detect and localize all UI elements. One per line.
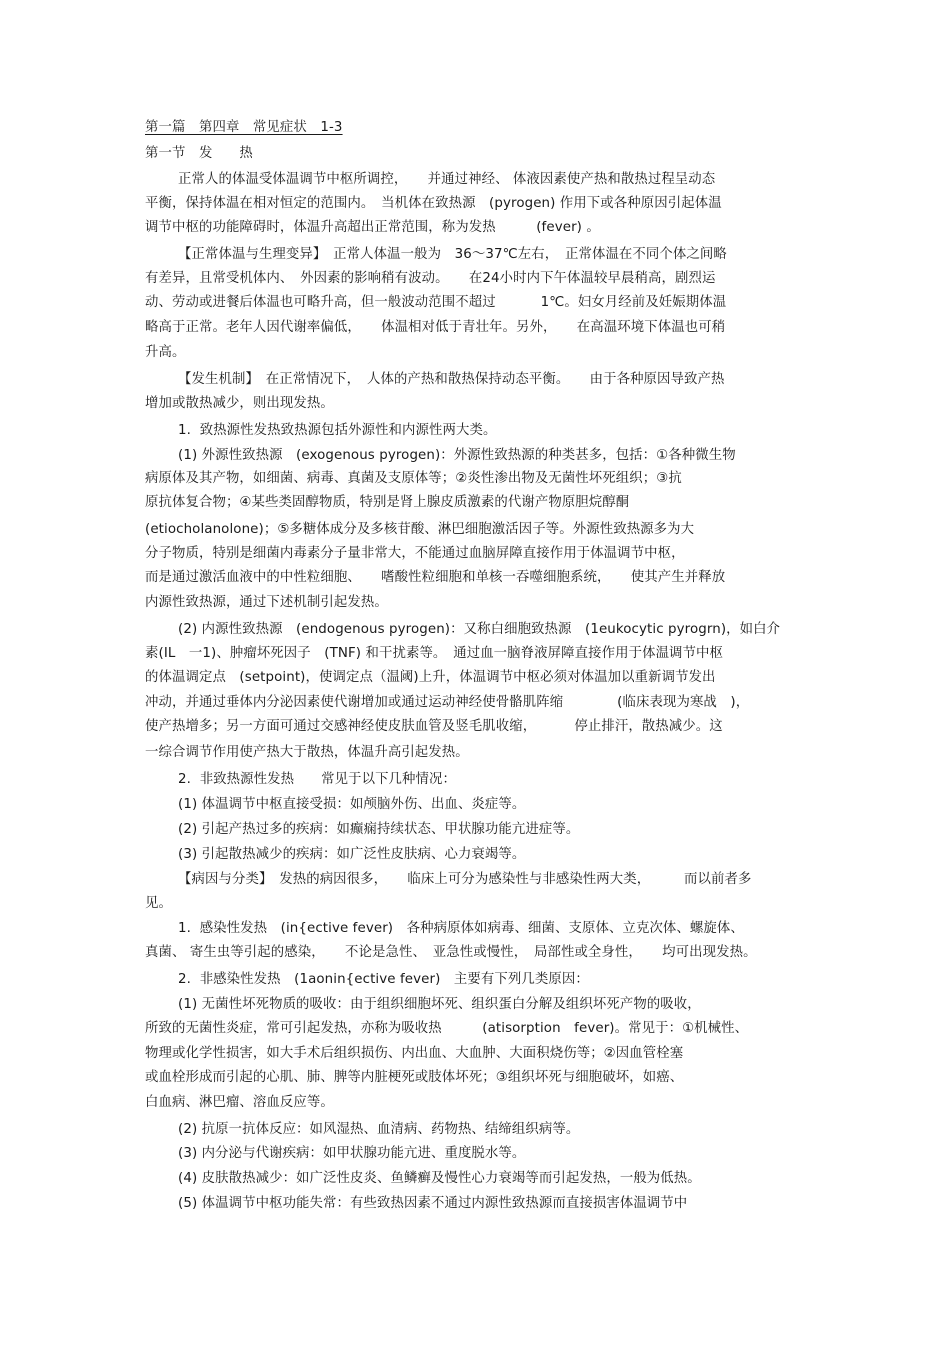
text-line: 白血病、淋巴瘤、溶血反应等。 xyxy=(145,1095,334,1110)
text-line: 使产热增多；另一方面可通过交感神经使皮肤血管及竖毛肌收缩， 停止排汗，散热减少。这 xyxy=(145,719,723,734)
text-line: 【发生机制】 在正常情况下， 人体的产热和散热保持动态平衡。 由于各种原因导致产热 xyxy=(178,372,725,387)
text-line: (4) 皮肤散热减少：如广泛性皮炎、鱼鳞癣及慢性心力衰竭等而引起发热，一般为低热。 xyxy=(178,1171,701,1186)
text-line: 冲动，并通过垂体内分泌因素使代谢增加或通过运动神经使骨骼肌阵缩 (临床表现为寒战 )， xyxy=(145,695,750,710)
text-line: 内源性致热源，通过下述机制引起发热。 xyxy=(145,595,388,610)
text-line: 增加或散热减少，则出现发热。 xyxy=(145,396,334,411)
text-line: 有差异，且常受机体内、 外因素的影响稍有波动。 在24小时内下午体温较早晨稍高，剧烈运 xyxy=(145,271,716,286)
text-line: (etiocholanolone)；⑤多糖体成分及多核苷酸、淋巴细胞激活因子等。外源性致热源多为大 xyxy=(145,522,695,537)
text-line: 正常人的体温受体温调节中枢所调控， 并通过神经、 体液因素使产热和散热过程呈动态 xyxy=(178,172,716,187)
text-line: 素(IL 一1)、肿瘤坏死因子 (TNF) 和干扰素等。 通过血一脑脊液屏障直接作用于体温调节中枢 xyxy=(145,646,724,661)
text-line: 调节中枢的功能障碍时，体温升高超出正常范围，称为发热 (fever) 。 xyxy=(145,220,600,235)
text-line: 2. 非致热源性发热 常见于以下几种情况： xyxy=(178,772,457,787)
text-line: 动、劳动或进餐后体温也可略升高，但一般波动范围不超过 1℃。妇女月经前及妊娠期体温 xyxy=(145,295,727,310)
text-line: 病原体及其产物，如细菌、病毒、真菌及支原体等；②炎性渗出物及无菌性坏死组织；③抗 xyxy=(145,471,682,486)
text-line: 物理或化学性损害，如大手术后组织损伤、内出血、大血肿、大面积烧伤等；②因血管栓塞 xyxy=(145,1046,684,1061)
text-line: (2) 抗原一抗体反应：如风湿热、血清病、药物热、结缔组织病等。 xyxy=(178,1122,580,1137)
chapter-header: 第一篇 第四章 常见症状 1-3 xyxy=(145,120,343,135)
text-line: (3) 引起散热减少的疾病：如广泛性皮肤病、心力衰竭等。 xyxy=(178,847,526,862)
text-line: 真菌、 寄生虫等引起的感染， 不论是急性、 亚急性或慢性， 局部性或全身性， 均可出现发热。 xyxy=(145,945,757,960)
text-line: 所致的无菌性炎症，常可引起发热，亦称为吸收热 (atisorption fever)。常见于：①机械性、 xyxy=(145,1021,749,1036)
text-line: 原抗体复合物；④某些类固醇物质，特别是肾上腺皮质激素的代谢产物原胆烷醇酮 xyxy=(145,495,630,510)
text-line: 见。 xyxy=(145,896,172,911)
text-line: (1) 体温调节中枢直接受损：如颅脑外伤、出血、炎症等。 xyxy=(178,797,526,812)
text-line: 升高。 xyxy=(145,345,186,360)
text-line: 1. 感染性发热 (in{ective fever) 各种病原体如病毒、细菌、支原体、立克次体、螺旋体、 xyxy=(178,921,744,936)
text-line: (2) 内源性致热源 (endogenous pyrogen)：又称白细胞致热源 (1eukocytic pyrogrn)，如白介 xyxy=(178,622,781,637)
text-line: 2. 非感染性发热 (1aonin{ective fever) 主要有下列几类原因： xyxy=(178,972,589,987)
text-line: (3) 内分泌与代谢疾病：如甲状腺功能亢进、重度脱水等。 xyxy=(178,1146,526,1161)
text-line: (1) 外源性致热源 (exogenous pyrogen)：外源性致热源的种类甚多，包括：①各种微生物 xyxy=(178,448,736,463)
text-line: 【病因与分类】 发热的病因很多， 临床上可分为感染性与非感染性两大类， 而以前者多 xyxy=(178,872,752,887)
text-line: (1) 无菌性坏死物质的吸收：由于组织细胞坏死、组织蛋白分解及组织坏死产物的吸收， xyxy=(178,997,701,1012)
section-title: 第一节 发 热 xyxy=(145,146,253,161)
text-line: (5) 体温调节中枢功能失常：有些致热因素不通过内源性致热源而直接损害体温调节中 xyxy=(178,1196,688,1211)
text-line: 平衡，保持体温在相对恒定的范围内。 当机体在致热源 (pyrogen) 作用下或各种原因引起体温 xyxy=(145,196,722,211)
text-line: 或血栓形成而引起的心肌、肺、脾等内脏梗死或肢体坏死；③组织坏死与细胞破坏，如癌、 xyxy=(145,1070,684,1085)
text-line: 分子物质，特别是细菌内毒素分子量非常大，不能通过血脑屏障直接作用于体温调节中枢， xyxy=(145,546,685,561)
text-line: 的体温调定点 (setpoint)，使调定点（温阈)上升，体温调节中枢必须对体温加以重新调节发出 xyxy=(145,670,716,685)
text-line: 略高于正常。老年人因代谢率偏低， 体温相对低于青壮年。另外， 在高温环境下体温也可稍 xyxy=(145,320,726,335)
text-line: 1. 致热源性发热致热源包括外源性和内源性两大类。 xyxy=(178,423,497,438)
text-line: 一综合调节作用使产热大于散热，体温升高引起发热。 xyxy=(145,745,469,760)
text-line: 【正常体温与生理变异】 正常人体温一般为 36～37℃左右， 正常体温在不同个体之间略 xyxy=(178,247,727,262)
text-line: 而是通过激活血液中的中性粒细胞、 嗜酸性粒细胞和单核一吞噬细胞系统， 使其产生并释放 xyxy=(145,570,726,585)
text-line: (2) 引起产热过多的疾病：如癫痫持续状态、甲状腺功能亢进症等。 xyxy=(178,822,580,837)
